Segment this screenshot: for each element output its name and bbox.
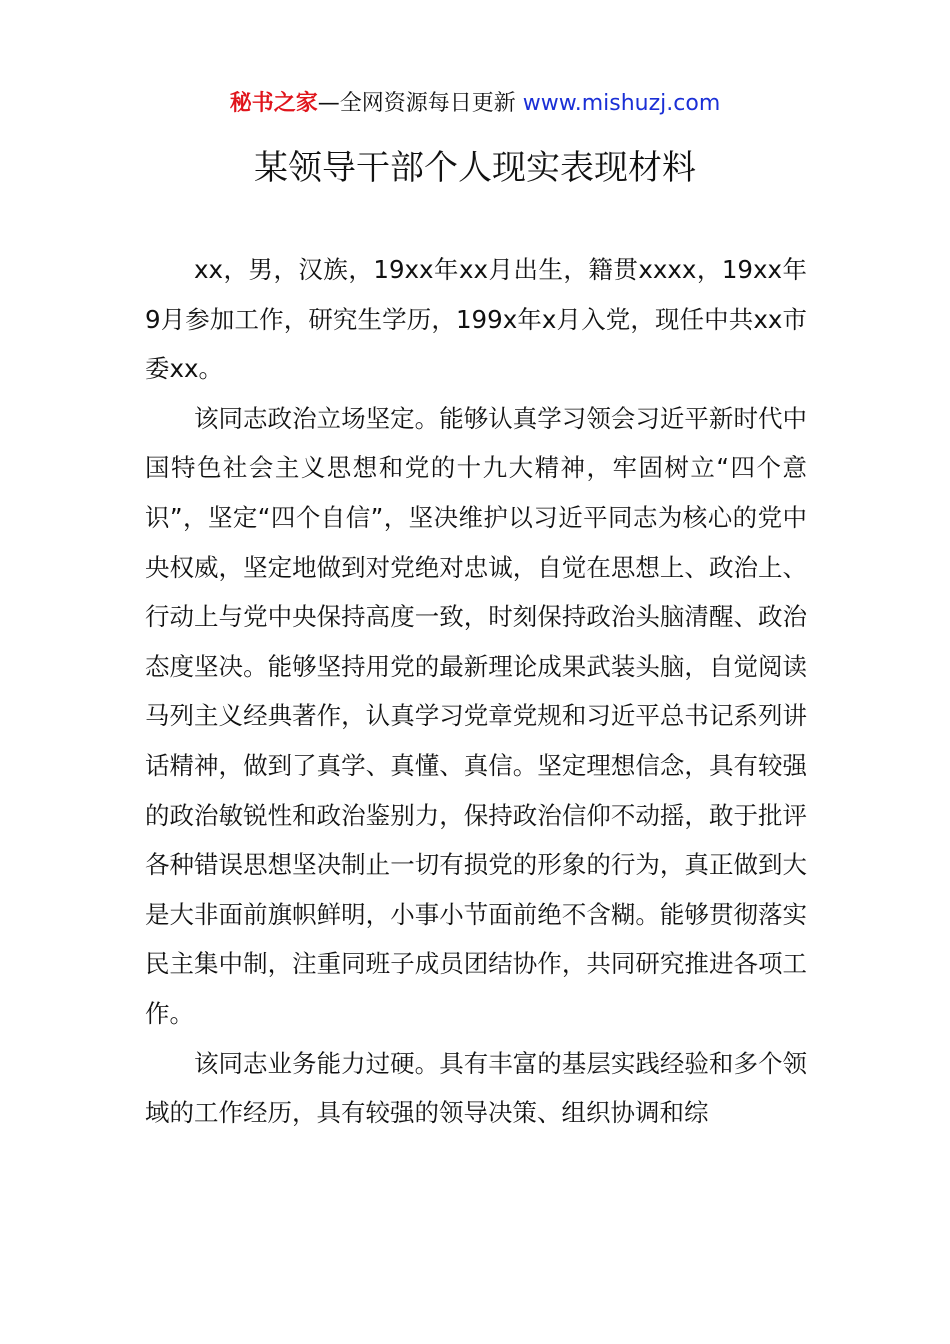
site-banner — [0, 88, 950, 120]
document-title: 某领导干部个人现实表现材料 — [254, 148, 696, 188]
paragraph-intro: xx，男，汉族，19xx年xx月出生，籍贯xxxx，19xx年9月参加工作，研究生学历，199x年x月入党，现任中共xx市委xx。 — [145, 255, 807, 384]
document-body — [145, 245, 807, 1138]
paragraph-political-stance: 该同志政治立场坚定。能够认真学习领会习近平新时代中国特色社会主义思想和党的十九大精神，牢固树立“四个意识”，坚定“四个自信”，坚决维护以习近平同志为核心的党中央权威，坚定地做到对党绝对忠诚，自觉在思想上、政治上、行动上与党中央保持高度一致，时刻保持政治头脑清醒、政治态度坚决。能够坚持用党的最新理论成果武装头脑，自觉阅读马列主义经典著作，认真学习党章党规和习近平总书记系列讲话精神，做到了真学、真懂、真信。坚定理想信念，具有较强的政治敏锐性和政治鉴别力，保持政治信仰不动摇，敢于批评各种错误思想坚决制止一切有损党的形象的行为，真正做到大是大非面前旗帜鲜明，小事小节面前绝不含糊。能够贯彻落实民主集中制，注重同班子成员团结协作，共同研究推进各项工作。 — [145, 403, 807, 1028]
brand-name: 秘书之家 — [229, 91, 318, 116]
paragraph-business-ability: 该同志业务能力过硬。具有丰富的基层实践经验和多个领域的工作经历，具有较强的领导决策、组织协调和综 — [145, 1048, 807, 1128]
site-url-link[interactable]: www.mishuzj.com — [522, 91, 721, 116]
banner-tagline: —全网资源每日更新 — [317, 91, 523, 116]
